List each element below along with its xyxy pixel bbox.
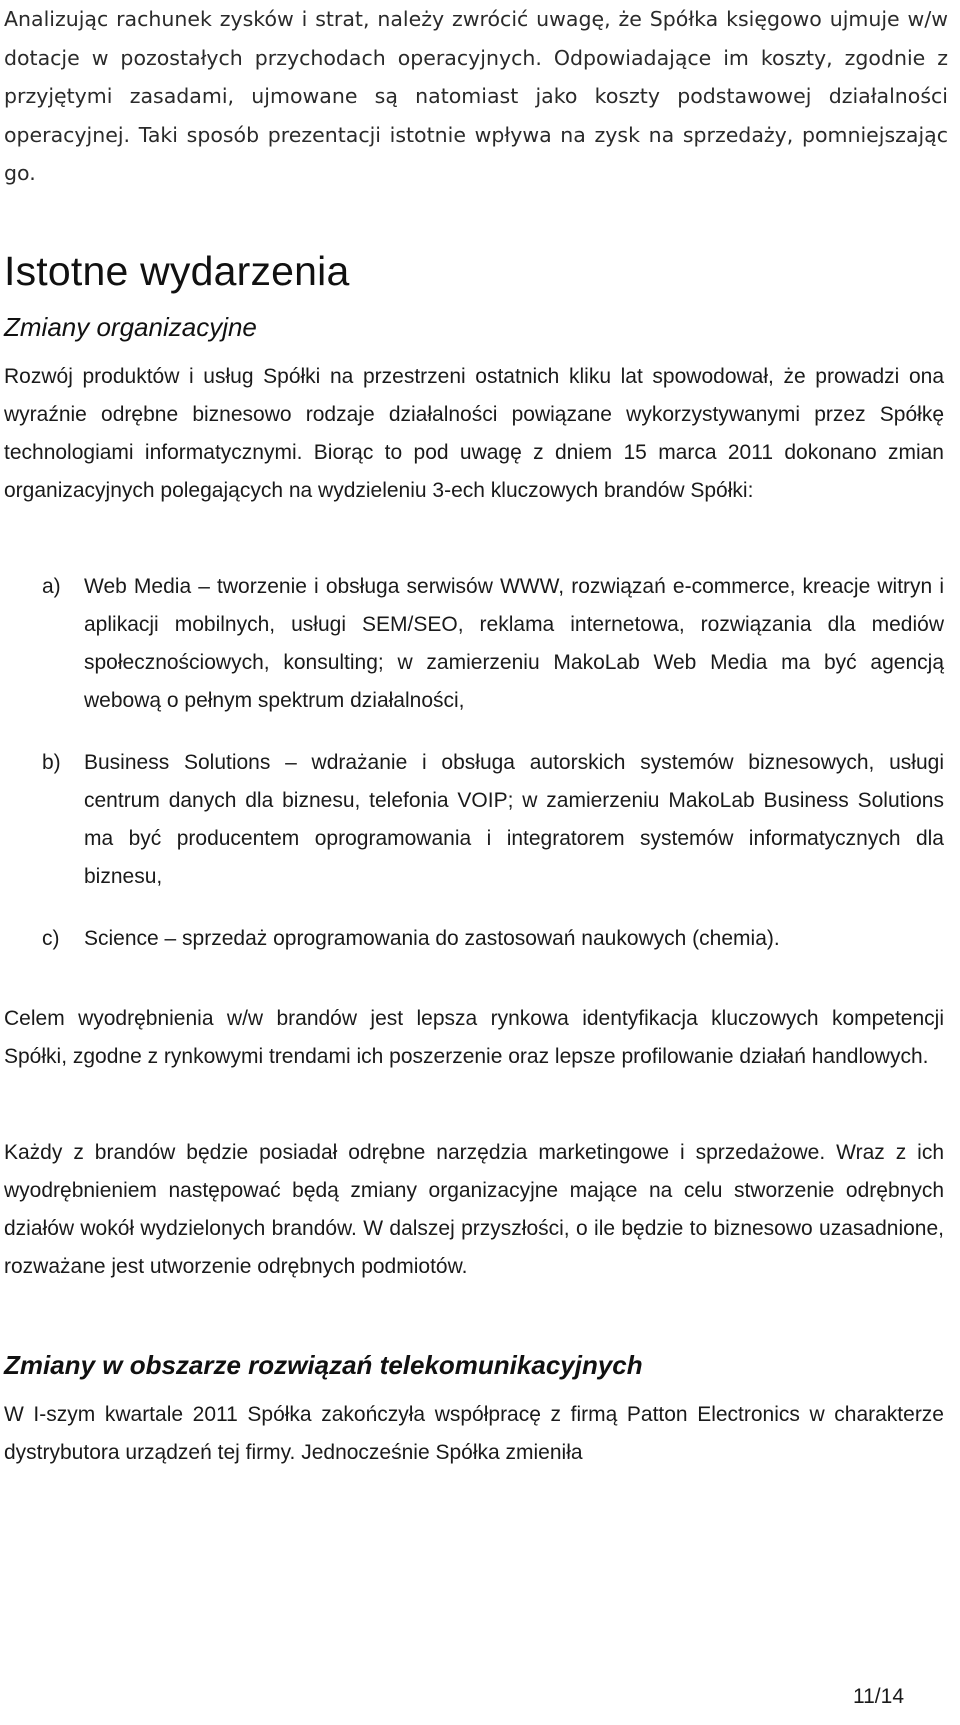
list-item <box>4 744 944 896</box>
paragraph-brand-tools: Każdy z brandów będzie posiadał odrębne narzędzia marketingowe i sprzedażowe. Wraz z ich wyodrębnieniem następować będą zmiany organizacyjne mające na celu stworzenie odrębnych działów wokół wydzielonych brandów. W dalszej przyszłości, o ile będzie to biznesowo uzasadnione, rozważane jest utworzenie odrębnych podmiotów. <box>4 1141 944 1278</box>
paragraph-brand-goal: Celem wyodrębnienia w/w brandów jest lepsza rynkowa identyfikacja kluczowych kompetencji Spółki, zgodne z rynkowymi trendami ich poszerzenie oraz lepsze profilowanie działań handlowych. <box>4 1007 944 1068</box>
subsection-title-organizational: Zmiany organizacyjne <box>4 312 257 342</box>
list-item-text: Business Solutions – wdrażanie i obsługa autorskich systemów biznesowych, usługi centrum danych dla biznesu, telefonia VOIP; w zamierzeniu MakoLab Business Solutions ma być producentem oprogramowania i integratorem systemów informatycznych dla biznesu, <box>84 751 944 888</box>
list-marker: a) <box>42 575 61 598</box>
list-marker: b) <box>42 751 61 774</box>
page-number: 11/14 <box>853 1685 904 1708</box>
intro-paragraph: Analizując rachunek zysków i strat, należy zwrócić uwagę, że Spółka księgowo ujmuje w/w dotacje w pozostałych przychodach operacyjnych. Odpowiadające im koszty, zgodnie z przyjętymi zasadami, ujmowane są natomiast jako koszty podstawowej działalności operacyjnej. Taki sposób prezentacji istotnie wpływa na zysk na sprzedaży, pomniejszając go. <box>4 7 948 185</box>
list-marker: c) <box>42 927 60 950</box>
paragraph-organizational-intro: Rozwój produktów i usług Spółki na przestrzeni ostatnich kliku lat spowodował, że prowadzi ona wyraźnie odrębne biznesowo rodzaje działalności powiązane wykorzystywanymi przez Spółkę technologiami informatycznymi. Biorąc to pod uwagę z dniem 15 marca 2011 dokonano zmian organizacyjnych polegających na wydzieleniu 3-ech kluczowych brandów Spółki: <box>4 365 944 502</box>
list-item <box>4 920 944 958</box>
section-title: Istotne wydarzenia <box>4 248 350 294</box>
list-item-text: Web Media – tworzenie i obsługa serwisów WWW, rozwiązań e-commerce, kreacje witryn i aplikacji mobilnych, usługi SEM/SEO, reklama internetowa, rozwiązania dla mediów społecznościowych, konsulting; w zamierzeniu MakoLab Web Media ma być agencją webową o pełnym spektrum działalności, <box>84 575 944 712</box>
brand-list <box>4 568 944 958</box>
list-item <box>4 568 944 720</box>
list-item-text: Science – sprzedaż oprogramowania do zastosowań naukowych (chemia). <box>84 927 780 950</box>
paragraph-telecom: W I-szym kwartale 2011 Spółka zakończyła współpracę z firmą Patton Electronics w charakterze dystrybutora urządzeń tej firmy. Jednocześnie Spółka zmieniła <box>4 1403 944 1464</box>
subsection-title-telecom: Zmiany w obszarze rozwiązań telekomunikacyjnych <box>4 1350 643 1380</box>
